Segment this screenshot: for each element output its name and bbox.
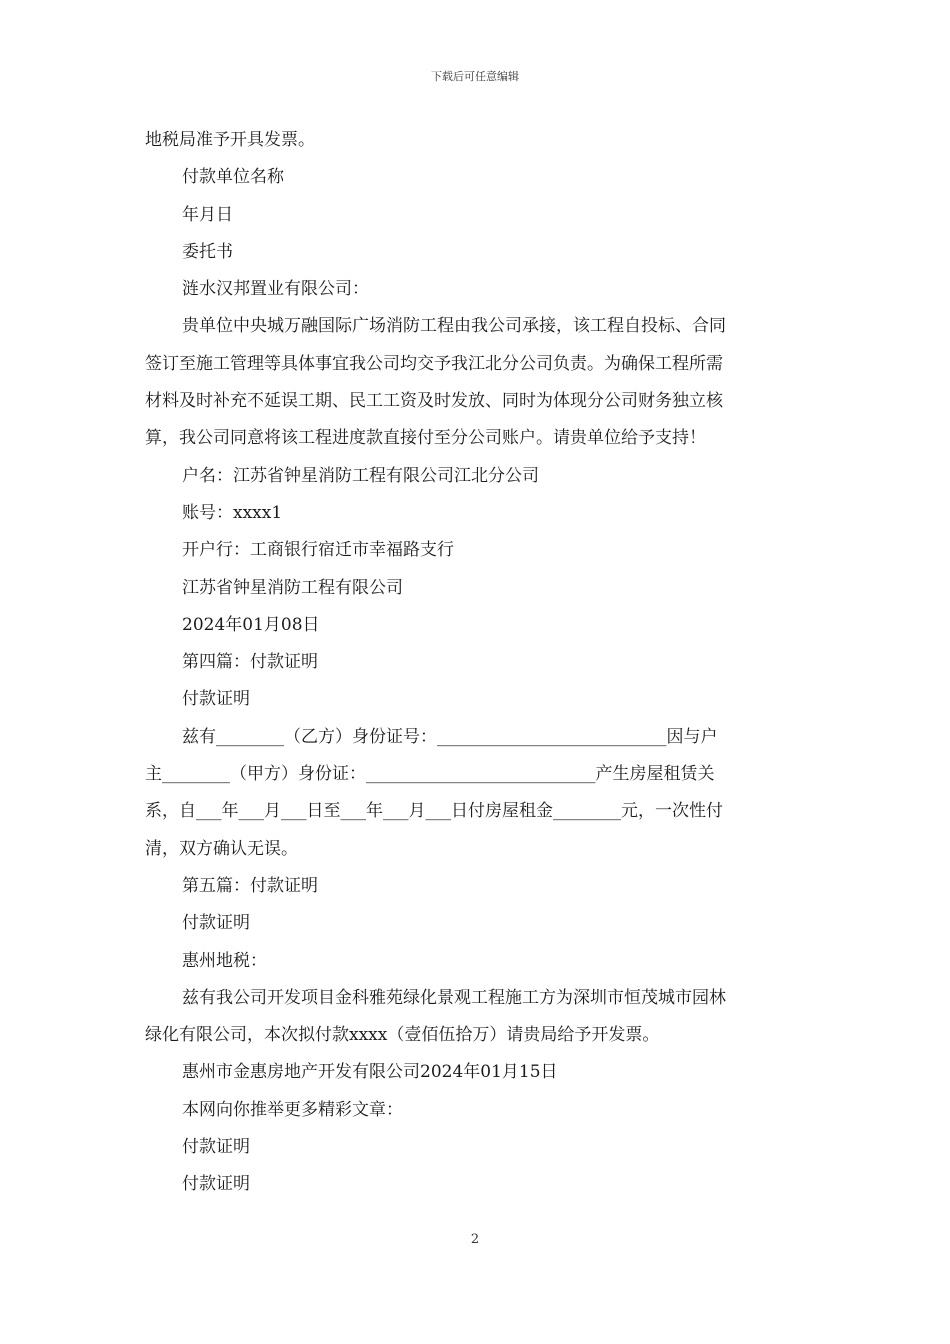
section-heading: 第五篇：付款证明 xyxy=(182,875,318,896)
paragraph-line: 签订至施工管理等具体事宜我公司均交予我江北分公司负责。为确保工程所需 xyxy=(145,353,723,374)
paragraph-line: 清，双方确认无误。 xyxy=(145,838,298,859)
section-title: 付款证明 xyxy=(182,689,250,710)
section-heading: 第四篇：付款证明 xyxy=(182,652,318,673)
company-signature: 江苏省钟星消防工程有限公司 xyxy=(182,577,403,598)
page-number: 2 xyxy=(470,1232,480,1247)
addressee: 涟水汉邦置业有限公司： xyxy=(182,279,369,300)
paragraph-line: 系，自___年___月___日至___年___月___日付房屋租金________元，一次性付 xyxy=(145,801,723,822)
paragraph-line: 兹有我公司开发项目金科雅苑绿化景观工程施工方为深圳市恒茂城市园林 xyxy=(182,987,726,1008)
page-header: 下载后可任意编辑 xyxy=(431,70,519,83)
paragraph-line: 贵单位中央城万融国际广场消防工程由我公司承接，该工程自投标、合同 xyxy=(182,316,726,337)
section-title: 付款证明 xyxy=(182,913,250,934)
paragraph-line: 主________（甲方）身份证：___________________________产生房屋租赁关 xyxy=(145,764,715,785)
paragraph-line: 绿化有限公司，本次拟付款xxxx（壹佰伍拾万）请贵局给予开发票。 xyxy=(145,1025,660,1046)
paragraph-line: 算，我公司同意将该工程进度款直接付至分公司账户。请贵单位给予支持！ xyxy=(145,428,706,449)
paragraph-line: 兹有________（乙方）身份证号：___________________________因与户 xyxy=(182,726,718,747)
recommendation-label: 本网向你推举更多精彩文章： xyxy=(182,1099,403,1120)
paragraph-line: 地税局准予开具发票。 xyxy=(145,130,315,150)
recommended-article-link[interactable]: 付款证明 xyxy=(182,1137,250,1158)
document-body xyxy=(145,122,807,1204)
account-number: 账号：xxxx1 xyxy=(182,502,283,523)
company-signature: 惠州市金惠房地产开发有限公司2024年01月15日 xyxy=(182,1062,558,1083)
recommended-article-link[interactable]: 付款证明 xyxy=(182,1174,250,1195)
section-title: 委托书 xyxy=(182,241,233,262)
date-label: 年月日 xyxy=(182,204,233,225)
payer-name-label: 付款单位名称 xyxy=(182,167,284,188)
signature-date: 2024年01月08日 xyxy=(182,614,320,635)
bank-name: 开户行：工商银行宿迁市幸福路支行 xyxy=(182,540,454,561)
addressee: 惠州地税： xyxy=(182,950,267,971)
paragraph-line: 材料及时补充不延误工期、民工工资及时发放、同时为体现分公司财务独立核 xyxy=(145,391,723,412)
account-name: 户名：江苏省钟星消防工程有限公司江北分公司 xyxy=(182,465,539,486)
